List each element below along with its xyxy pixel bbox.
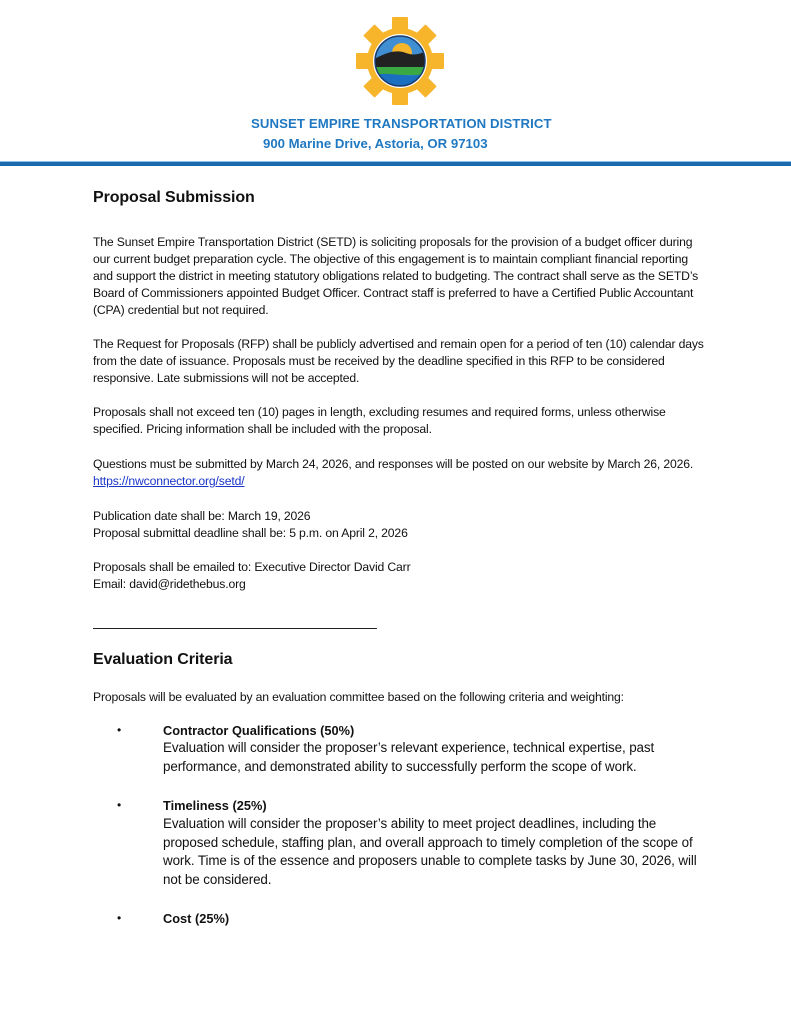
criterion-title: Cost (25%) (163, 911, 230, 926)
section-heading-proposal-submission: Proposal Submission (93, 189, 255, 206)
website-link[interactable]: https://nwconnector.org/setd/ (93, 474, 245, 488)
gear-sun-mountain-logo-icon (352, 16, 448, 106)
criterion-description: Evaluation will consider the proposer’s relevant experience, technical expertise, past performance, and demonstrated ability to successfully perform the scope of work. (163, 740, 655, 774)
criterion-description: Evaluation will consider the proposer’s ability to meet project deadlines, including the proposed schedule, staffing plan, and overall approach to timely completion of the scope of work. Time is of the essence and proposers unable to complete tasks by June 30, 2026, will not be considered. (163, 816, 697, 887)
section-heading-evaluation-criteria: Evaluation Criteria (93, 651, 233, 668)
publication-date: Publication date shall be: March 19, 2026 (93, 509, 311, 523)
bullet-icon: • (117, 723, 122, 737)
paragraph-rfp-period: The Request for Proposals (RFP) shall be publicly advertised and remain open for a period of ten (10) calendar days from the date of issuance. Proposals must be received by the deadline specified in this RFP to be considered responsive. Late submissions will not be accepted. (93, 337, 704, 385)
criterion-title: Timeliness (25%) (163, 798, 267, 813)
emailed-to: Proposals shall be emailed to: Executive Director David Carr (93, 560, 411, 574)
criterion-title: Contractor Qualifications (50%) (163, 723, 355, 738)
bullet-icon: • (117, 798, 122, 812)
header-divider (0, 161, 791, 166)
paragraph-questions (93, 456, 705, 490)
bullet-icon: • (117, 911, 122, 925)
separator-line (93, 628, 377, 629)
paragraph-overview: The Sunset Empire Transportation District (SETD) is soliciting proposals for the provision of a budget officer during our current budget preparation cycle. The objective of this engagement is to maintain compliant financial reporting and support the district in meeting statutory obligations related to budgeting. The contract shall serve as the SETD’s Board of Commissioners appointed Budget Officer. Contract staff is preferred to have a Certified Public Accountant (CPA) credential but not required. (93, 235, 699, 317)
questions-text: Questions must be submitted by March 24, 2026, and responses will be posted on our website by March 26, 2026. (93, 457, 694, 471)
submittal-deadline: Proposal submittal deadline shall be: 5 p.m. on April 2, 2026 (93, 526, 408, 540)
paragraph-page-limit: Proposals shall not exceed ten (10) pages in length, excluding resumes and required forms, unless otherwise specified. Pricing information shall be included with the proposal. (93, 405, 666, 436)
contact-email: Email: david@ridethebus.org (93, 577, 246, 591)
organization-address: 900 Marine Drive, Astoria, OR 97103 (263, 136, 488, 151)
evaluation-intro: Proposals will be evaluated by an evaluation committee based on the following criteria and weighting: (93, 690, 624, 704)
organization-name: SUNSET EMPIRE TRANSPORTATION DISTRICT (251, 116, 552, 131)
